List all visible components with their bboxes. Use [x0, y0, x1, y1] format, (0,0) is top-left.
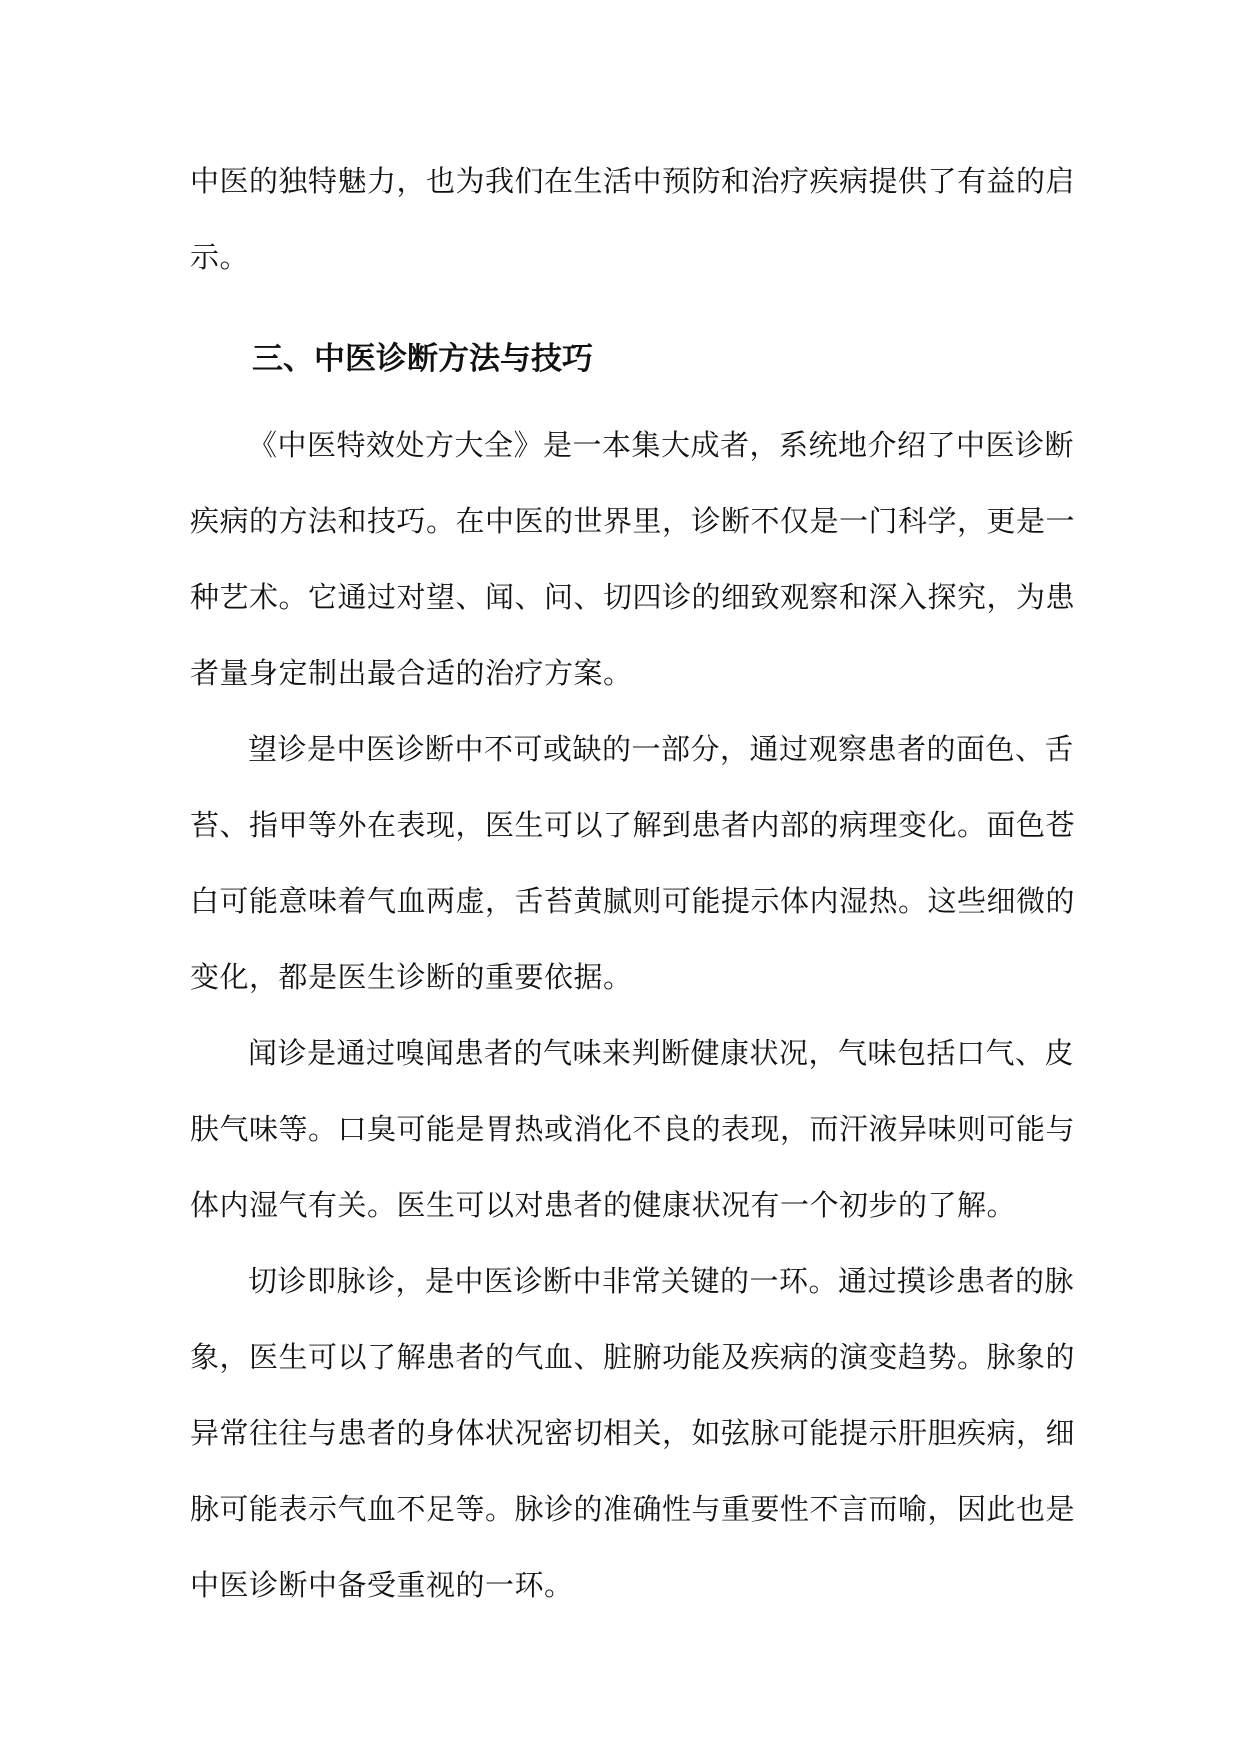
text-line: 肤气味等。口臭可能是胃热或消化不良的表现，而汗液异味则可能与: [190, 1112, 1076, 1146]
text-line: 中医诊断中备受重视的一环。: [190, 1568, 574, 1602]
text-line: 脉可能表示气血不足等。脉诊的准确性与重要性不言而喻，因此也是: [190, 1492, 1076, 1526]
text-line: 象，医生可以了解患者的气血、脏腑功能及疾病的演变趋势。脉象的: [190, 1340, 1076, 1374]
text-line: 中医的独特魅力，也为我们在生活中预防和治疗疾病提供了有益的启: [190, 164, 1076, 198]
text-line: 闻诊是通过嗅闻患者的气味来判断健康状况，气味包括口气、皮: [248, 1036, 1075, 1070]
text-line: 示。: [190, 240, 250, 274]
text-line: 异常往往与患者的身体状况密切相关，如弦脉可能提示肝胆疾病，细: [190, 1416, 1076, 1450]
paragraph-pulse: [190, 1243, 1076, 1623]
intro-paragraph: [190, 143, 1076, 295]
text-line: 体内湿气有关。医生可以对患者的健康状况有一个初步的了解。: [190, 1188, 1017, 1222]
text-line: 苔、指甲等外在表现，医生可以了解到患者内部的病理变化。面色苍: [190, 808, 1076, 842]
paragraph-inspection: [190, 711, 1076, 1015]
text-line: 切诊即脉诊，是中医诊断中非常关键的一环。通过摸诊患者的脉: [248, 1264, 1075, 1298]
paragraph-smelling: [190, 1015, 1076, 1243]
text-line: 者量身定制出最合适的治疗方案。: [190, 656, 633, 690]
text-line: 变化，都是医生诊断的重要依据。: [190, 960, 633, 994]
document-body: [190, 143, 1076, 1623]
paragraph-overview: [190, 407, 1076, 711]
section-heading: 三、中医诊断方法与技巧: [252, 341, 593, 377]
text-line: 种艺术。它通过对望、闻、问、切四诊的细致观察和深入探究，为患: [190, 580, 1076, 614]
text-line: 疾病的方法和技巧。在中医的世界里，诊断不仅是一门科学，更是一: [190, 504, 1076, 538]
text-line: 望诊是中医诊断中不可或缺的一部分，通过观察患者的面色、舌: [248, 732, 1075, 766]
text-line: 《中医特效处方大全》是一本集大成者，系统地介绍了中医诊断: [248, 428, 1075, 462]
text-line: 白可能意味着气血两虚，舌苔黄腻则可能提示体内湿热。这些细微的: [190, 884, 1076, 918]
